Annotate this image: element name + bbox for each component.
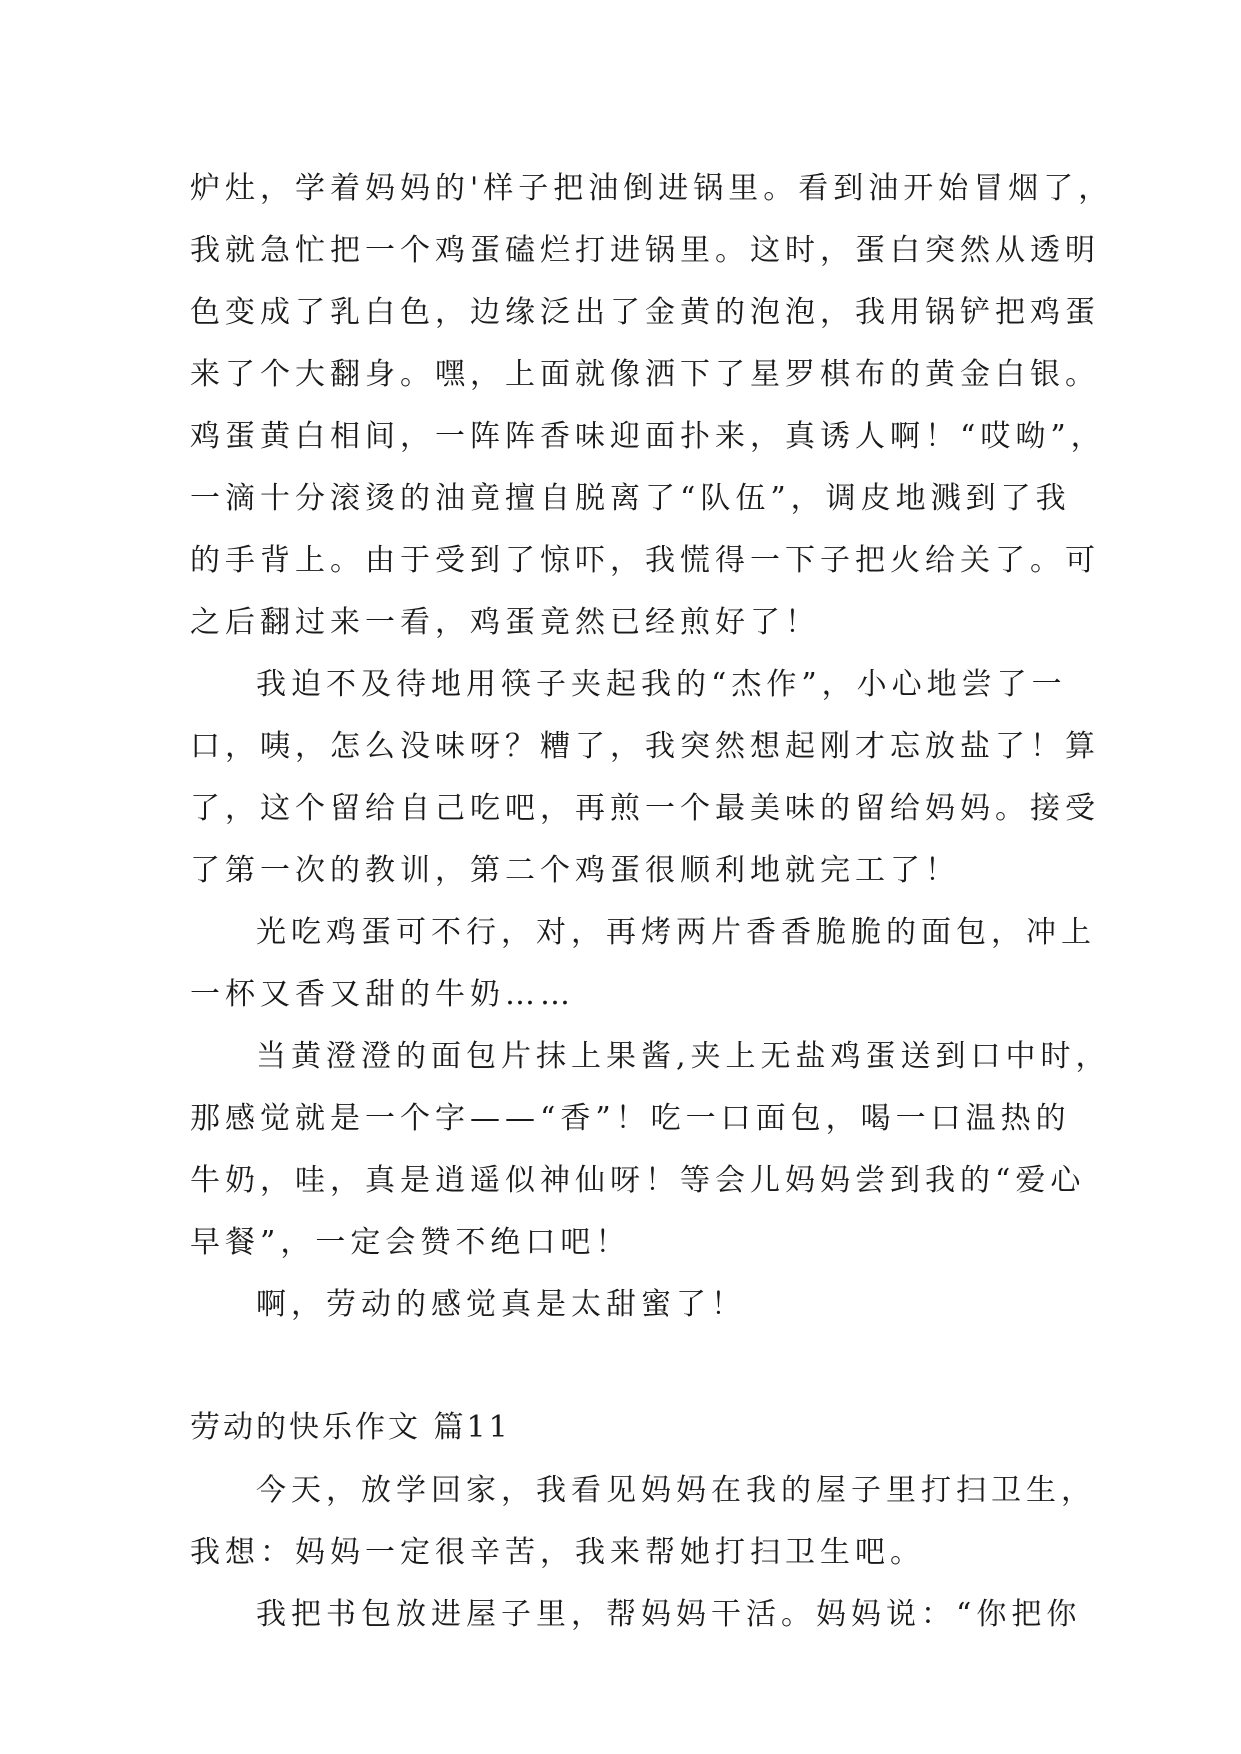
text-line: 那感觉就是一个字——“香”！吃一口面包，喝一口温热的 xyxy=(190,1101,1071,1136)
text-line: 早餐”，一定会赞不绝口吧！ xyxy=(190,1225,631,1260)
text-line: 口，咦，怎么没味呀？糟了，我突然想起刚才忘放盐了！算 xyxy=(190,729,1100,764)
paragraph xyxy=(190,158,1114,654)
text-line: 今天，放学回家，我看见妈妈在我的屋子里打扫卫生， xyxy=(256,1473,1096,1508)
text-line: 之后翻过来一看，鸡蛋竟然已经煎好了！ xyxy=(190,605,820,640)
text-line: 我想：妈妈一定很辛苦，我来帮她打扫卫生吧。 xyxy=(190,1535,925,1570)
section-heading: 劳动的快乐作文 篇11 xyxy=(190,1410,511,1445)
text-line: 鸡蛋黄白相间，一阵阵香味迎面扑来，真诱人啊！“哎呦”， xyxy=(190,419,1106,454)
text-line: 一杯又香又甜的牛奶…… xyxy=(190,977,575,1012)
text-line: 来了个大翻身。嘿，上面就像洒下了星罗棋布的黄金白银。 xyxy=(190,357,1100,392)
text-line: 了第一次的教训，第二个鸡蛋很顺利地就完工了！ xyxy=(190,853,960,888)
text-line: 我把书包放进屋子里，帮妈妈干活。妈妈说：“你把你 xyxy=(256,1597,1082,1632)
section-gap xyxy=(190,1336,1070,1396)
text-line: 当黄澄澄的面包片抹上果酱,夹上无盐鸡蛋送到口中时， xyxy=(256,1039,1111,1074)
paragraph xyxy=(190,1460,1096,1584)
paragraph xyxy=(190,902,1096,1026)
text-line: 的手背上。由于受到了惊吓，我慌得一下子把火给关了。可 xyxy=(190,543,1100,578)
text-line: 我迫不及待地用筷子夹起我的“杰作”，小心地尝了一 xyxy=(256,667,1067,702)
text-line: 了，这个留给自己吃吧，再煎一个最美味的留给妈妈。接受 xyxy=(190,791,1100,826)
paragraph xyxy=(190,654,1100,902)
text-line: 炉灶，学着妈妈的'样子把油倒进锅里。看到油开始冒烟了， xyxy=(190,171,1114,206)
text-line: 牛奶，哇，真是逍遥似神仙呀！等会儿妈妈尝到我的“爱心 xyxy=(190,1163,1086,1198)
text-line: 我就急忙把一个鸡蛋磕烂打进锅里。这时，蛋白突然从透明 xyxy=(190,233,1100,268)
document-page xyxy=(190,158,1114,1646)
paragraph xyxy=(190,1026,1111,1274)
text-line: 光吃鸡蛋可不行，对，再烤两片香香脆脆的面包，冲上 xyxy=(256,915,1096,950)
text-line: 一滴十分滚烫的油竟擅自脱离了“队伍”，调皮地溅到了我 xyxy=(190,481,1071,516)
text-line: 啊，劳动的感觉真是太甜蜜了！ xyxy=(256,1287,746,1322)
paragraph xyxy=(190,1274,1070,1336)
text-line: 色变成了乳白色，边缘泛出了金黄的泡泡，我用锅铲把鸡蛋 xyxy=(190,295,1100,330)
paragraph xyxy=(190,1584,1082,1646)
